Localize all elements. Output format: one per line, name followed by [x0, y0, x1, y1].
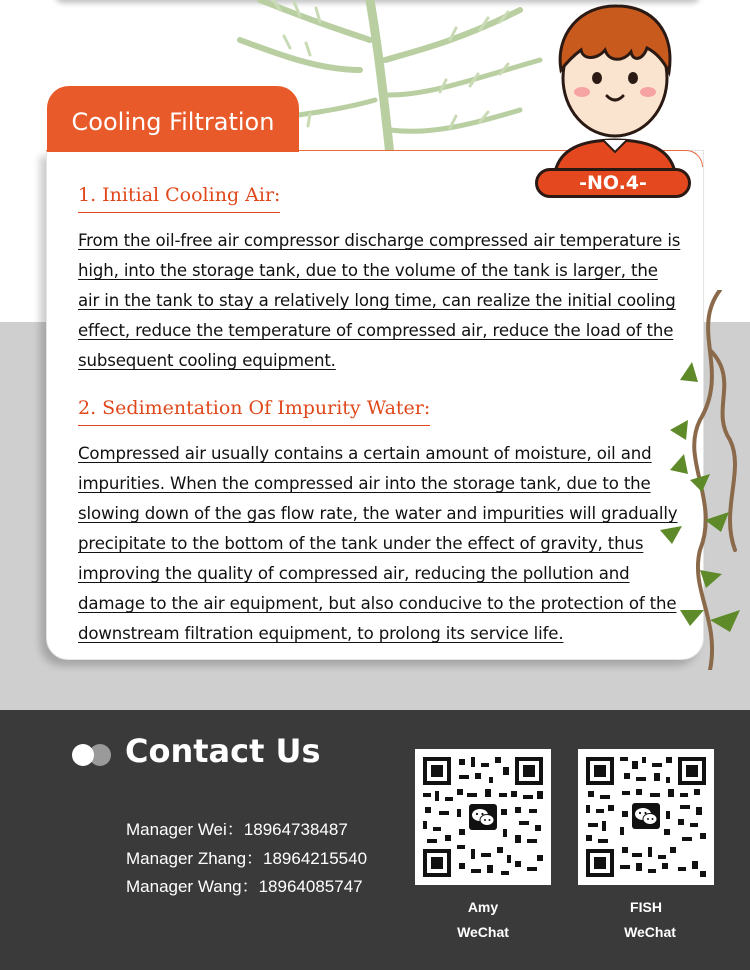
qr-name-amy: Amy	[467, 899, 499, 915]
vine-illustration	[650, 290, 750, 670]
section-paragraph-1: From the oil-free air compressor discharge compressed air temperature is high, into the storage tank, due to the volume of the tank is larger, the air in the tank to stay a relatively long time, can realize the initial cooling effect, reduce the temperature of compressed air, reduce the load of the subsequent cooling equipment.	[78, 231, 681, 370]
section-heading-1: 1. Initial Cooling Air:	[78, 184, 280, 213]
section-heading-2: 2. Sedimentation Of Impurity Water:	[78, 397, 430, 426]
qr-code-fish	[578, 749, 714, 885]
qr-code-amy	[415, 749, 551, 885]
manager-contact-wang: Manager Wang：18964085747	[126, 877, 363, 896]
contact-title: Contact Us	[125, 732, 321, 770]
qr-label-wechat-amy: WeChat	[457, 924, 509, 940]
section-paragraph-2: Compressed air usually contains a certain amount of moisture, oil and impurities. When the compressed air into the storage tank, due to the slowing down of the gas flow rate, the water and impurities will gradually precipitate to the bottom of the tank under the effect of gravity, thus improving the quality of compressed air, reducing the pollution and damage to the air equipment, but also conducive to the protection of the downstream filtration equipment, to prolong its service life.	[78, 444, 678, 643]
manager-contact-zhang: Manager Zhang：18964215540	[126, 849, 368, 868]
manager-contact-wei: Manager Wei：18964738487	[126, 820, 348, 839]
qr-name-fish: FISH	[630, 899, 662, 915]
qr-label-wechat-fish: WeChat	[624, 924, 676, 940]
number-badge: -NO.4-	[535, 168, 691, 198]
toggle-dots-icon	[70, 743, 115, 767]
section-tab-title: Cooling Filtration	[47, 86, 299, 152]
